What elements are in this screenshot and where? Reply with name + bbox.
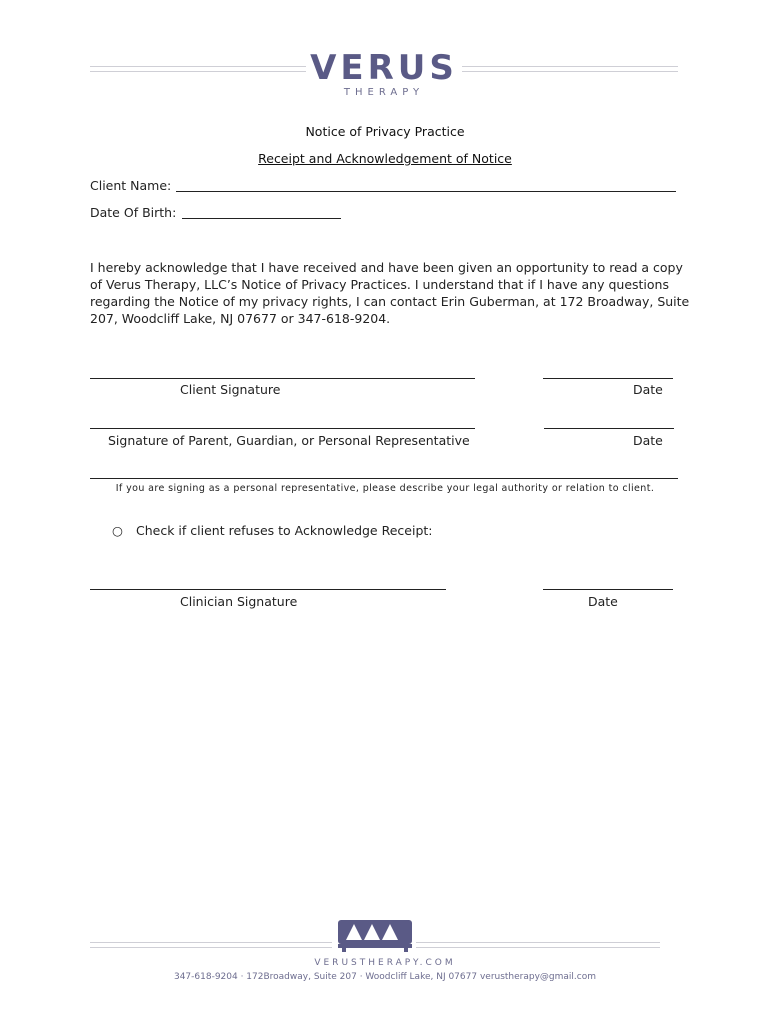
document-title: Notice of Privacy Practice (305, 124, 465, 139)
representative-authority-line[interactable] (90, 478, 678, 479)
footer-rule-left (90, 942, 332, 948)
footer-rule-right (416, 942, 660, 948)
couch-logo-icon (336, 918, 414, 952)
client-name-label: Client Name: (90, 178, 172, 193)
date-label: Date (633, 433, 663, 448)
dob-field[interactable] (182, 218, 341, 219)
client-signature-date-line[interactable] (543, 378, 673, 379)
document-subtitle: Receipt and Acknowledgement of Notice (258, 151, 512, 166)
clinician-signature-line[interactable] (90, 589, 446, 590)
footer-website: VERUSTHERAPY.COM (314, 958, 456, 968)
client-signature-line[interactable] (90, 378, 475, 379)
guardian-signature-label: Signature of Parent, Guardian, or Personal Representative (108, 433, 470, 448)
header-rule-left (90, 66, 306, 72)
date-label: Date (588, 594, 618, 609)
client-signature-label: Client Signature (180, 382, 281, 397)
logo-subtitle: THERAPY (343, 87, 425, 98)
dob-label: Date Of Birth: (90, 205, 177, 220)
guardian-signature-date-line[interactable] (544, 428, 674, 429)
acknowledgement-paragraph: I hereby acknowledge that I have received and have been given an opportunity to read a copy of Verus Therapy, LLC’s Notice of Privacy Practices. I understand that if I have any questions regarding the Notice of my privacy rights, I can contact Erin Guberman, at 172 Broadway, Suite 207, Woodcliff Lake, NJ 07677 or 347-618-9204. (90, 260, 690, 326)
refuse-acknowledge-label: Check if client refuses to Acknowledge Receipt: (136, 523, 433, 538)
guardian-signature-line[interactable] (90, 428, 475, 429)
footer-address: 347-618-9204 · 172Broadway, Suite 207 · Woodcliff Lake, NJ 07677 verustherapy@gmail.com (173, 972, 597, 982)
client-name-field[interactable] (176, 191, 676, 192)
refuse-checkbox-icon[interactable]: ○ (112, 523, 123, 538)
clinician-signature-date-line[interactable] (543, 589, 673, 590)
clinician-signature-label: Clinician Signature (180, 594, 298, 609)
logo-wordmark: VERUS (310, 48, 458, 88)
representative-note: If you are signing as a personal representative, please describe your legal authority or relation to client. (115, 483, 655, 494)
date-label: Date (633, 382, 663, 397)
header-rule-right (462, 66, 678, 72)
